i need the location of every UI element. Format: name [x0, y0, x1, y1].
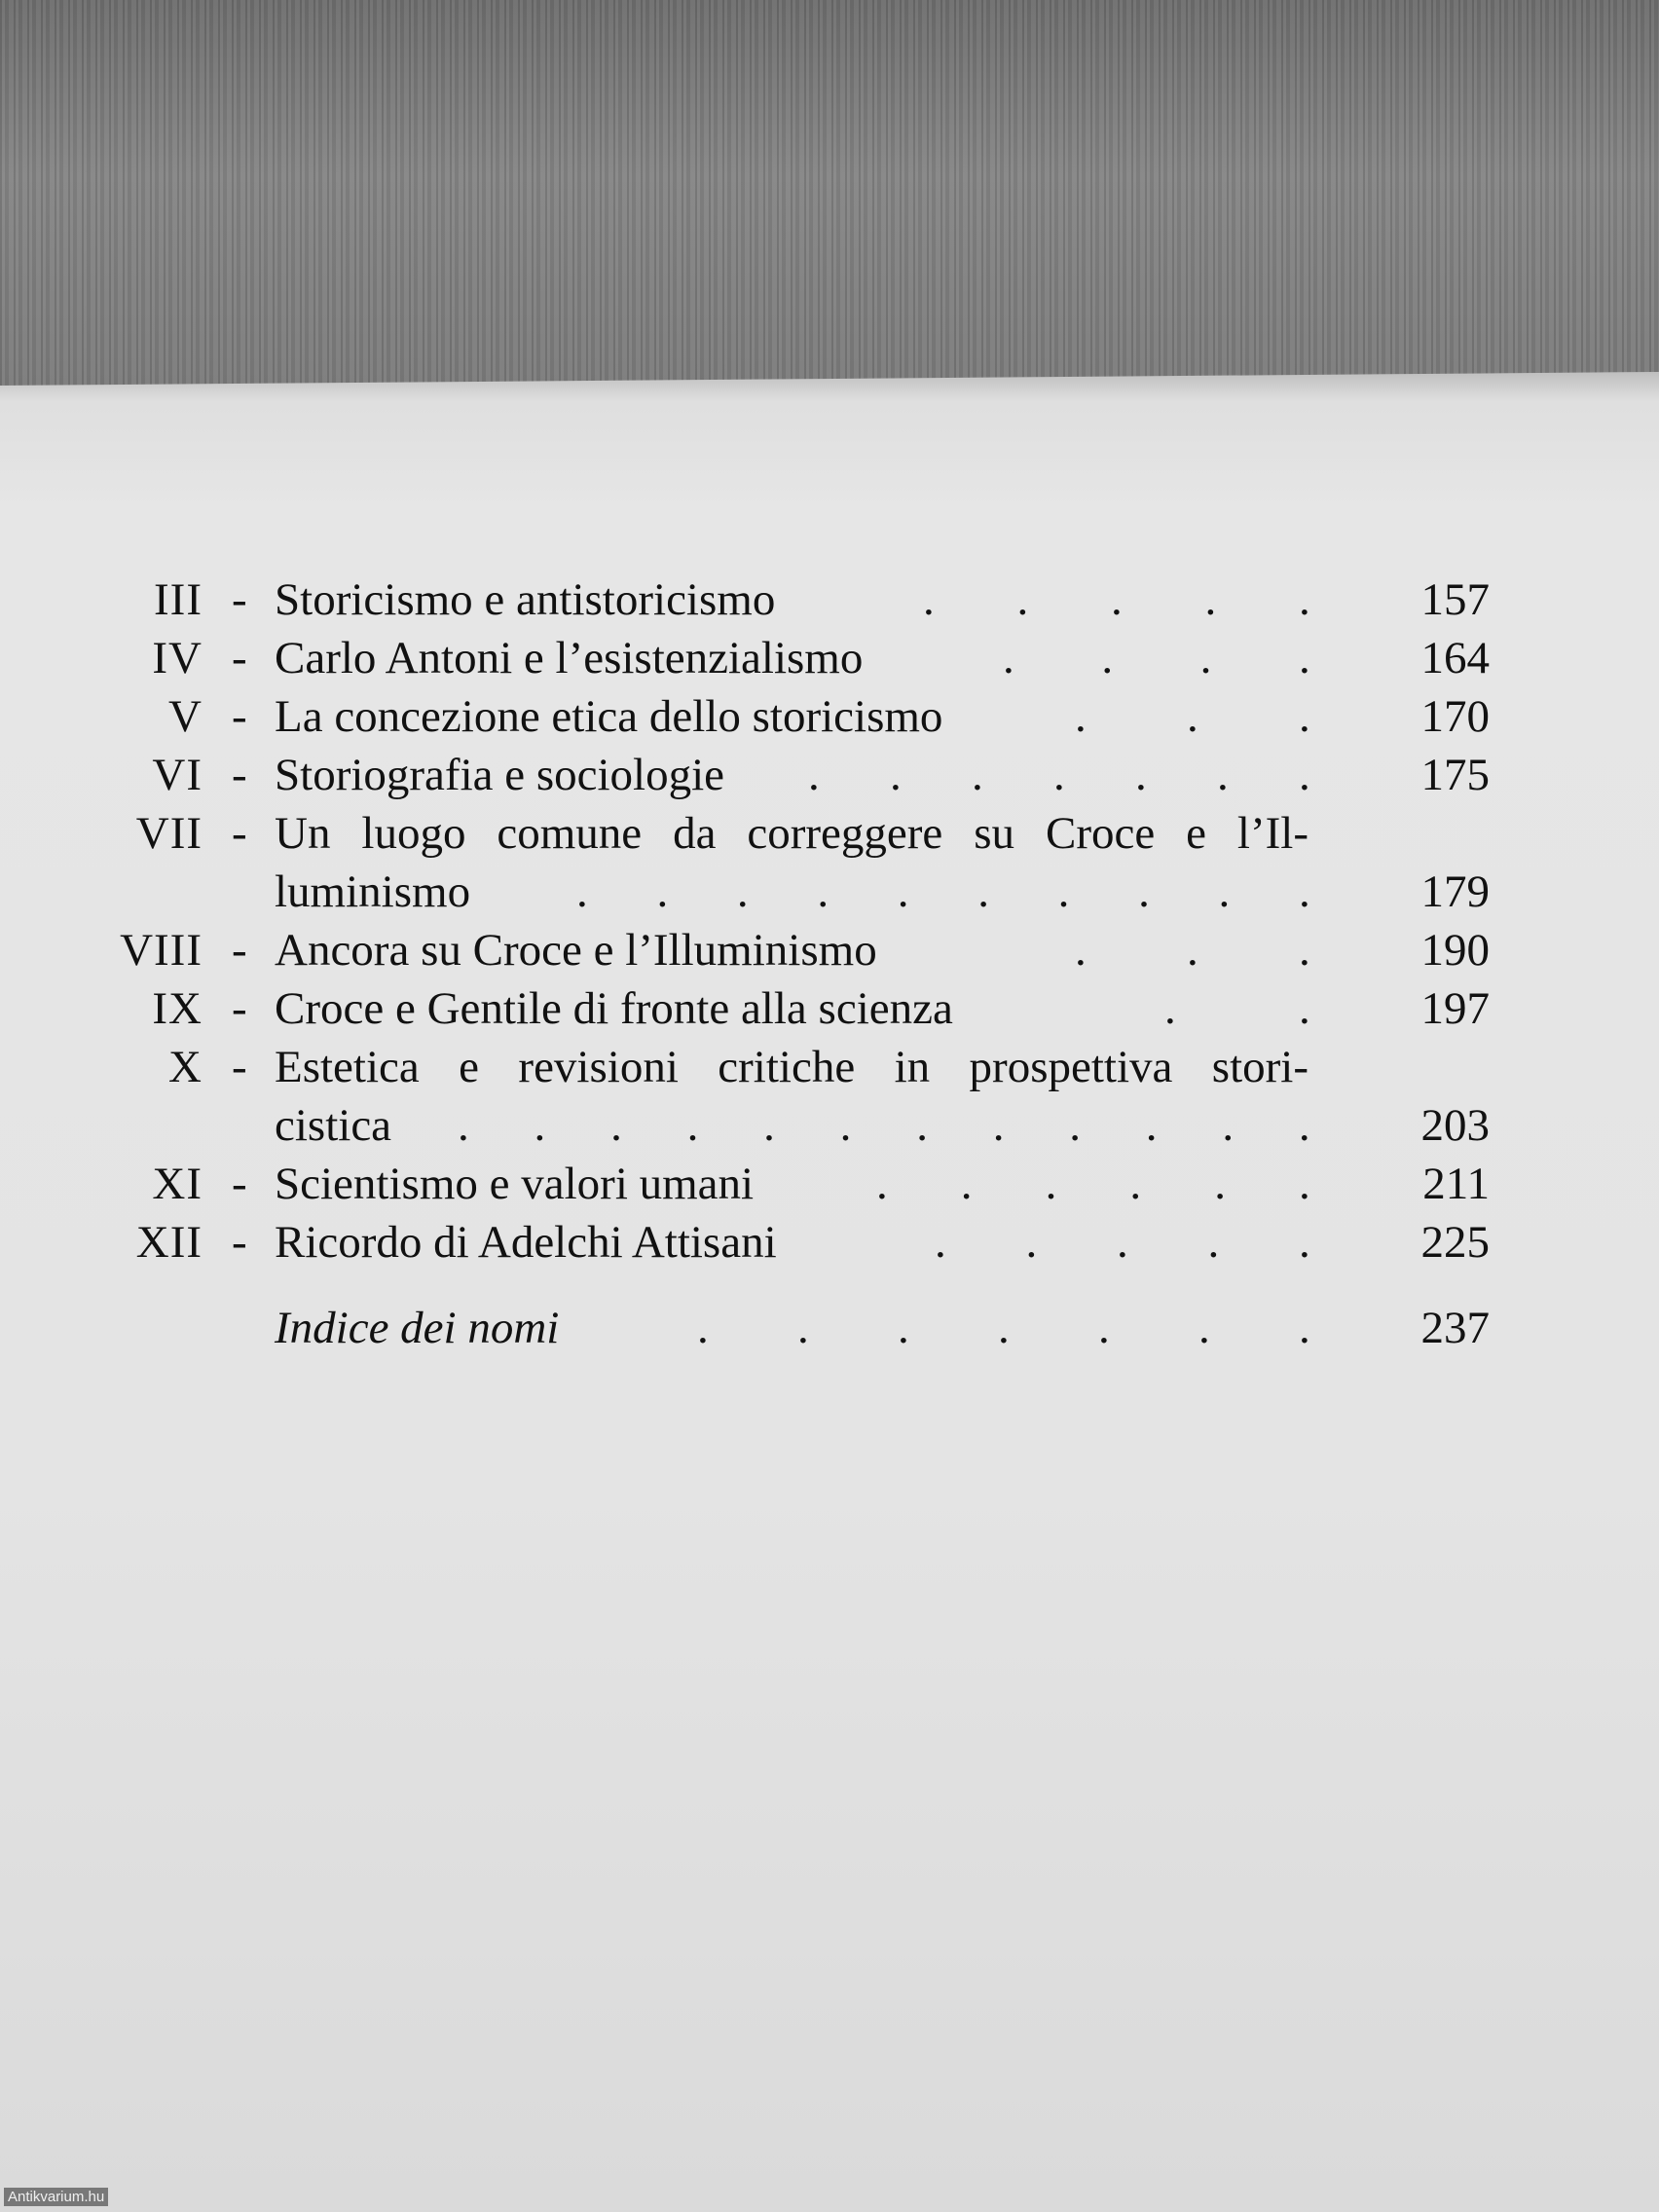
- page-number: 190: [1420, 925, 1490, 976]
- separator: -: [232, 574, 247, 625]
- index-title: Indice dei nomi: [275, 1303, 560, 1353]
- chapter-title: La concezione etica dello storicismo: [275, 691, 943, 742]
- page-number: 203: [1420, 1100, 1490, 1151]
- leader-dots: . . . . . . . . . .: [576, 866, 1310, 917]
- chapter-number: VII: [135, 808, 203, 859]
- chapter-number: III: [154, 574, 203, 625]
- leader-dots: . .: [1164, 983, 1310, 1034]
- chapter-title: Storicismo e antistoricismo: [275, 574, 776, 625]
- page-number: 237: [1420, 1303, 1490, 1353]
- leader-dots: . . . . . . . . . . . .: [458, 1100, 1310, 1151]
- toc-entry-xii: [0, 1213, 1659, 1272]
- chapter-title: Ancora su Croce e l’Illuminismo: [275, 925, 877, 976]
- chapter-title: Ricordo di Adelchi Attisani: [275, 1217, 777, 1268]
- chapter-number: X: [168, 1042, 203, 1092]
- chapter-title-continued: cistica: [275, 1100, 392, 1151]
- page-number: 211: [1422, 1159, 1490, 1209]
- chapter-number: V: [168, 691, 203, 742]
- toc-entry-xi: [0, 1155, 1659, 1213]
- toc-entry-v: [0, 687, 1659, 746]
- leader-dots: . . . . . .: [876, 1159, 1310, 1209]
- page-number: 225: [1420, 1217, 1490, 1268]
- toc-entry-index: [0, 1299, 1659, 1357]
- chapter-title: Scientismo e valori umani: [275, 1159, 755, 1209]
- toc-entry-viii: [0, 921, 1659, 979]
- leader-dots: . . . .: [1003, 633, 1310, 683]
- toc-entry-vi: [0, 746, 1659, 804]
- page-number: 175: [1420, 750, 1490, 800]
- chapter-title: Croce e Gentile di fronte alla scienza: [275, 983, 953, 1034]
- chapter-number: XI: [152, 1159, 203, 1209]
- page-number: 179: [1420, 866, 1490, 917]
- separator: -: [232, 983, 247, 1034]
- toc-entry-iii: [0, 571, 1659, 629]
- toc-entry-iv: [0, 629, 1659, 687]
- separator: -: [232, 1042, 247, 1092]
- separator: -: [232, 633, 247, 683]
- separator: -: [232, 808, 247, 859]
- chapter-number: IX: [152, 983, 203, 1034]
- toc-entry-ix: [0, 979, 1659, 1038]
- chapter-number: VI: [152, 750, 203, 800]
- leader-dots: . . .: [1075, 691, 1310, 742]
- chapter-number: XII: [135, 1217, 203, 1268]
- toc-entry-x: [0, 1038, 1659, 1096]
- page-number: 170: [1420, 691, 1490, 742]
- separator: -: [232, 750, 247, 800]
- separator: -: [232, 925, 247, 976]
- chapter-title-continued: luminismo: [275, 866, 471, 917]
- watermark: Antikvarium.hu: [4, 2188, 108, 2206]
- leader-dots: . . . . . . .: [697, 1303, 1310, 1353]
- chapter-number: IV: [152, 633, 203, 683]
- page-number: 164: [1420, 633, 1490, 683]
- separator: -: [232, 1217, 247, 1268]
- toc-entry-vii-continued: [0, 863, 1659, 921]
- leader-dots: . . . . .: [935, 1217, 1310, 1268]
- separator: -: [232, 691, 247, 742]
- chapter-title: Carlo Antoni e l’esistenzialismo: [275, 633, 864, 683]
- separator: -: [232, 1159, 247, 1209]
- chapter-title: Estetica e revisioni critiche in prospettiva stori-: [275, 1042, 1309, 1092]
- toc-entry-vii: [0, 804, 1659, 863]
- page-number: 197: [1420, 983, 1490, 1034]
- chapter-title: Storiografia e sociologie: [275, 750, 725, 800]
- leader-dots: . . .: [1075, 925, 1310, 976]
- chapter-title: Un luogo comune da correggere su Croce e l’Il-: [275, 808, 1309, 859]
- leader-dots: . . . . . . .: [808, 750, 1310, 800]
- page-number: 157: [1420, 574, 1490, 625]
- toc-entry-x-continued: [0, 1096, 1659, 1155]
- leader-dots: . . . . .: [923, 574, 1310, 625]
- chapter-number: VIII: [120, 925, 203, 976]
